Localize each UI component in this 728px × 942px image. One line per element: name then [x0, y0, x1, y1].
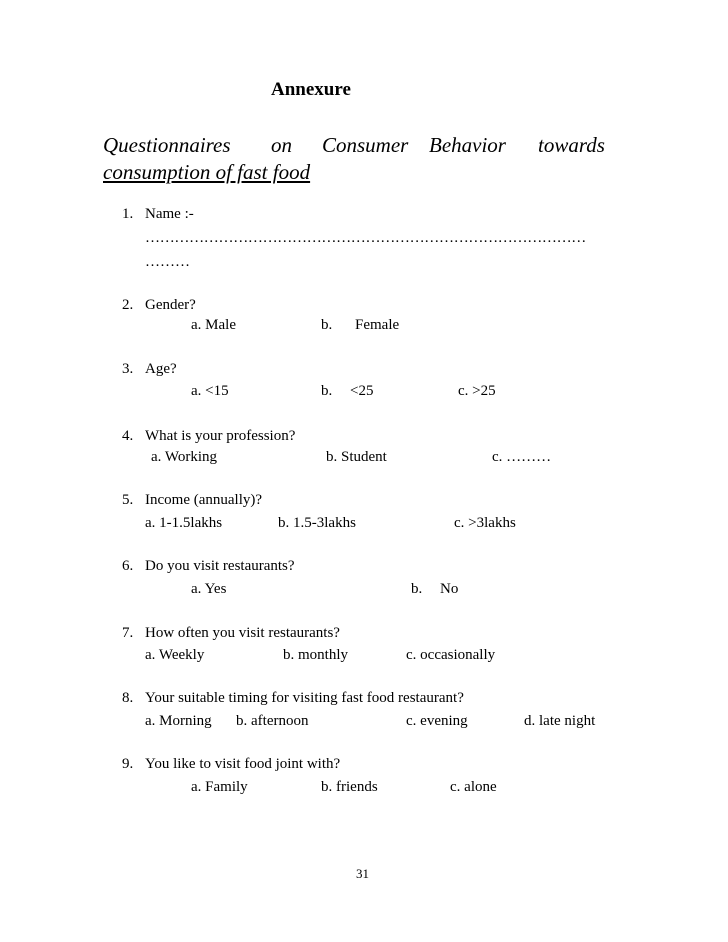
- subtitle-word: Questionnaires: [103, 133, 231, 157]
- option: a. Working: [151, 449, 218, 465]
- option: c. alone: [450, 779, 497, 795]
- option: c. ………: [492, 449, 552, 465]
- page-number: 31: [356, 866, 369, 881]
- question-text: Do you visit restaurants?: [145, 558, 295, 574]
- option: b. 1.5-3lakhs: [278, 515, 356, 531]
- question-number: 4.: [122, 428, 134, 444]
- option-letter: b.: [321, 317, 333, 333]
- question-number: 2.: [122, 297, 134, 313]
- option: c. evening: [406, 713, 468, 729]
- option: c. >25: [458, 383, 496, 399]
- option: a. <15: [191, 383, 229, 399]
- question-text: Gender?: [145, 297, 196, 313]
- question-number: 3.: [122, 361, 134, 377]
- option: b. afternoon: [236, 713, 309, 729]
- option: a. Yes: [191, 581, 227, 597]
- answer-blank: ………: [145, 254, 190, 270]
- option-letter: b.: [411, 581, 423, 597]
- page-title: Annexure: [271, 79, 351, 100]
- subtitle-word: on: [271, 133, 292, 157]
- question-text: You like to visit food joint with?: [145, 756, 341, 772]
- question-text: What is your profession?: [145, 428, 296, 444]
- option: Female: [355, 317, 400, 333]
- subtitle-line: consumption of fast food: [103, 160, 311, 184]
- question-number: 8.: [122, 690, 134, 706]
- subtitle-word: towards: [538, 133, 605, 157]
- option: a. 1-1.5lakhs: [145, 515, 223, 531]
- option: d. late night: [524, 713, 596, 729]
- option: a. Morning: [145, 713, 212, 729]
- option: b. friends: [321, 779, 378, 795]
- option: c. >3lakhs: [454, 515, 516, 531]
- option: b. monthly: [283, 647, 349, 663]
- question-number: 7.: [122, 625, 134, 641]
- option: No: [440, 581, 459, 597]
- question-number: 9.: [122, 756, 134, 772]
- option: c. occasionally: [406, 647, 496, 663]
- option: b. Student: [326, 449, 387, 465]
- answer-blank: ………………………………………………………………………………: [145, 230, 587, 246]
- option: a. Weekly: [145, 647, 205, 663]
- option: a. Male: [191, 317, 236, 333]
- option-letter: b.: [321, 383, 333, 399]
- question-number: 1.: [122, 206, 134, 222]
- question-text: Name :-: [145, 206, 194, 222]
- question-number: 5.: [122, 492, 134, 508]
- question-text: Income (annually)?: [145, 492, 263, 508]
- option: <25: [350, 383, 374, 399]
- question-text: How often you visit restaurants?: [145, 625, 340, 641]
- question-text: Your suitable timing for visiting fast food restaurant?: [145, 690, 464, 706]
- subtitle-word: Consumer: [322, 133, 409, 157]
- question-number: 6.: [122, 558, 134, 574]
- question-text: Age?: [145, 361, 177, 377]
- option: a. Family: [191, 779, 248, 795]
- subtitle-word: Behavior: [429, 133, 506, 157]
